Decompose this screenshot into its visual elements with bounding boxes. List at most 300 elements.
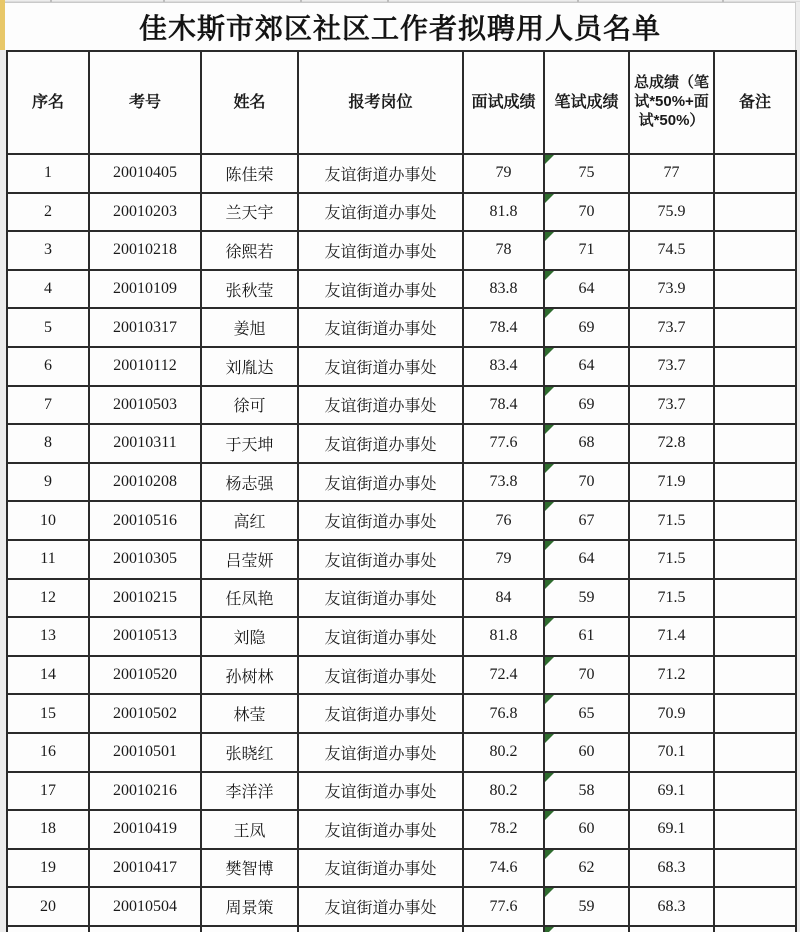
cell-value: 20010311 (113, 434, 177, 452)
cell-interview-score (463, 308, 544, 347)
cell-exam-no (89, 733, 201, 772)
cell-value: 20010109 (113, 280, 177, 298)
cell-exam-no (89, 308, 201, 347)
cell-value: 友谊街道办事处 (324, 900, 437, 918)
cell-total-score (629, 810, 714, 849)
cell-no (7, 810, 89, 849)
cell-remark (714, 887, 796, 926)
cell-value: 樊智博 (225, 861, 274, 879)
cell-value: 67 (578, 511, 595, 529)
cell-remark (714, 617, 796, 656)
cell-total-score (629, 656, 714, 695)
cell-value: 69.1 (657, 820, 686, 838)
cell-value: 76.8 (489, 704, 518, 722)
cell-interview-score (463, 463, 544, 502)
cell-value: 70.9 (657, 704, 686, 722)
cell-exam-no (89, 887, 201, 926)
cell-value: 张秋莹 (225, 282, 274, 300)
cell-total-score (629, 849, 714, 888)
cell-value: 84 (495, 588, 512, 606)
cell-exam-no (89, 772, 201, 811)
cell-written-score (544, 308, 629, 347)
cell-value: 77 (663, 164, 680, 182)
error-indicator-triangle-icon (545, 271, 554, 280)
cell-value: 71.2 (657, 666, 686, 684)
cell-interview-score (463, 656, 544, 695)
table-row (7, 887, 796, 926)
cell-written-score (544, 849, 629, 888)
error-indicator-triangle-icon (545, 194, 554, 203)
cell-interview-score (463, 347, 544, 386)
cell-name (201, 154, 298, 193)
cell-value: 友谊街道办事处 (324, 166, 437, 184)
partial-next-row (7, 926, 796, 932)
cell-value: 71.5 (657, 588, 686, 606)
cell-value: 78.4 (489, 395, 518, 413)
cell-value: 72.4 (489, 666, 518, 684)
table-row (7, 694, 796, 733)
cell-written-score (544, 810, 629, 849)
cell-value: 60 (578, 820, 595, 838)
cell-position (298, 656, 463, 695)
cell-position (298, 347, 463, 386)
cell-remark (714, 540, 796, 579)
cell-total-score (629, 772, 714, 811)
cell-name (201, 849, 298, 888)
cell-value: 12 (40, 588, 56, 606)
table-row (7, 733, 796, 772)
cell-position (298, 154, 463, 193)
cell-exam-no (89, 810, 201, 849)
cell-value: 20010417 (113, 858, 177, 876)
cell-interview-score (463, 849, 544, 888)
cell-value: 徐熙若 (225, 243, 274, 261)
error-indicator-triangle-icon (545, 850, 554, 859)
cell-value: 17 (40, 781, 56, 799)
table-row (7, 386, 796, 425)
cell-remark (714, 501, 796, 540)
cell-exam-no (89, 386, 201, 425)
cell-value: 友谊街道办事处 (324, 861, 437, 879)
cell-value: 18 (40, 820, 56, 838)
cell-position (298, 501, 463, 540)
cell-total-score (629, 231, 714, 270)
error-indicator-triangle-icon (545, 618, 554, 627)
cell-value: 69.1 (657, 781, 686, 799)
cell-value: 2 (44, 202, 52, 220)
cell-value: 11 (40, 550, 56, 568)
cell-interview-score (463, 810, 544, 849)
cell-remark (714, 386, 796, 425)
cell-no (7, 154, 89, 193)
cell-name (201, 231, 298, 270)
cell-exam-no (89, 347, 201, 386)
cell-value: 20010501 (113, 743, 177, 761)
cell-position (298, 193, 463, 232)
cell-value: 69 (578, 318, 595, 336)
cell-total-score (629, 501, 714, 540)
cell-value: 75.9 (657, 202, 686, 220)
cell-name (201, 617, 298, 656)
col-header-exam-no: 考号 (89, 51, 201, 154)
cell-value: 林莹 (233, 707, 266, 725)
cell-written-score (544, 270, 629, 309)
cell-value: 孙树林 (225, 668, 274, 686)
cell-value: 62 (578, 858, 595, 876)
cell-value: 20010216 (113, 781, 177, 799)
cell-interview-score (463, 579, 544, 618)
cell-exam-no (89, 193, 201, 232)
cell-exam-no (89, 617, 201, 656)
cell-value: 68.3 (657, 858, 686, 876)
cell-position (298, 231, 463, 270)
cell-value: 王凤 (233, 822, 266, 840)
error-indicator-triangle-icon (545, 309, 554, 318)
cell-value: 20010502 (113, 704, 177, 722)
cell-written-score (544, 656, 629, 695)
cell-value: 79 (495, 550, 512, 568)
cell-exam-no (89, 501, 201, 540)
table-title-cell (5, 2, 796, 50)
cell-remark (714, 772, 796, 811)
error-indicator-triangle-icon (545, 502, 554, 511)
cell-exam-no (89, 154, 201, 193)
cell-name (201, 887, 298, 926)
col-header-total: 总成绩（笔试*50%+面试*50%） (629, 51, 714, 154)
cell-interview-score (463, 193, 544, 232)
cell-remark (714, 347, 796, 386)
cell-no (7, 386, 89, 425)
cell-value: 74.6 (489, 858, 518, 876)
cell-exam-no (89, 694, 201, 733)
table-row (7, 540, 796, 579)
cell-value: 友谊街道办事处 (324, 205, 437, 223)
cell-value: 杨志强 (225, 475, 274, 493)
cell-value: 20010208 (113, 473, 177, 491)
cell-no (7, 193, 89, 232)
cell-no (7, 347, 89, 386)
cell-total-score (629, 347, 714, 386)
cell-interview-score (463, 540, 544, 579)
cell-value: 61 (578, 627, 595, 645)
cell-value: 刘隐 (233, 629, 266, 647)
cell-value: 71.9 (657, 473, 686, 491)
page-title: 佳木斯市郊区社区工作者拟聘用人员名单 (138, 12, 661, 44)
table-row (7, 617, 796, 656)
col-header-written: 笔试成绩 (544, 51, 629, 154)
cell-name (201, 656, 298, 695)
cell-name (201, 579, 298, 618)
roster-table (6, 50, 797, 932)
cell-value: 20010203 (113, 202, 177, 220)
table-row (7, 772, 796, 811)
cell-name (201, 772, 298, 811)
cell-interview-score (463, 772, 544, 811)
cell-value: 73.8 (489, 473, 518, 491)
cell-value: 20010419 (113, 820, 177, 838)
cell-value: 高红 (233, 514, 266, 532)
cell-written-score (544, 501, 629, 540)
cell-value: 15 (40, 704, 56, 722)
cell-position (298, 463, 463, 502)
cell-value: 59 (578, 588, 595, 606)
cell-interview-score (463, 386, 544, 425)
cell-interview-score (463, 154, 544, 193)
error-indicator-triangle-icon (545, 888, 554, 897)
cell-no (7, 424, 89, 463)
cell-value: 68 (578, 434, 595, 452)
cell-value: 77.6 (489, 897, 518, 915)
cell-interview-score (463, 617, 544, 656)
cell-value: 16 (40, 743, 56, 761)
cell-exam-no (89, 270, 201, 309)
cell-value: 6 (44, 357, 52, 375)
error-indicator-triangle-icon (545, 387, 554, 396)
cell-no (7, 501, 89, 540)
cell-value: 友谊街道办事处 (324, 552, 437, 570)
cell-remark (714, 656, 796, 695)
table-row (7, 579, 796, 618)
cell-name (201, 540, 298, 579)
cell-value: 4 (44, 280, 52, 298)
cell-position (298, 733, 463, 772)
cell-value: 友谊街道办事处 (324, 784, 437, 802)
cell-value: 80.2 (489, 781, 518, 799)
cell-value: 73.7 (657, 357, 686, 375)
cell-no (7, 656, 89, 695)
cell-value: 70 (578, 473, 595, 491)
cell-total-score (629, 694, 714, 733)
cell-value: 70.1 (657, 743, 686, 761)
cell-value: 64 (578, 550, 595, 568)
cell-remark (714, 463, 796, 502)
error-indicator-triangle-icon (545, 580, 554, 589)
col-header-no: 序名 (7, 51, 89, 154)
cell-total-score (629, 386, 714, 425)
table-row (7, 424, 796, 463)
cell-value: 20 (40, 897, 56, 915)
cell-value: 81.8 (489, 627, 518, 645)
cell-position (298, 772, 463, 811)
cell-value: 友谊街道办事处 (324, 475, 437, 493)
cell-exam-no (89, 424, 201, 463)
cell-total-score (629, 579, 714, 618)
cell-total-score (629, 887, 714, 926)
cell-name (201, 270, 298, 309)
cell-position (298, 424, 463, 463)
cell-written-score (544, 887, 629, 926)
error-indicator-triangle-icon (545, 773, 554, 782)
cell-value: 60 (578, 743, 595, 761)
cell-value: 20010503 (113, 395, 177, 413)
cell-written-score (544, 231, 629, 270)
cell-value: 79 (495, 164, 512, 182)
cell-value: 77.6 (489, 434, 518, 452)
error-indicator-triangle-icon (545, 695, 554, 704)
cell-value: 友谊街道办事处 (324, 321, 437, 339)
cell-value: 兰天宇 (225, 205, 274, 223)
cell-remark (714, 308, 796, 347)
cell-interview-score (463, 231, 544, 270)
cell-value: 72.8 (657, 434, 686, 452)
cell-value: 8 (44, 434, 52, 452)
cell-position (298, 887, 463, 926)
cell-exam-no (89, 540, 201, 579)
cell-value: 59 (578, 897, 595, 915)
cell-value: 81.8 (489, 202, 518, 220)
cell-value: 友谊街道办事处 (324, 436, 437, 454)
cell-value: 14 (40, 666, 56, 684)
table-row (7, 270, 796, 309)
cell-no (7, 849, 89, 888)
cell-remark (714, 694, 796, 733)
cell-written-score (544, 463, 629, 502)
cell-exam-no (89, 656, 201, 695)
error-indicator-triangle-icon (545, 425, 554, 434)
table-row (7, 656, 796, 695)
cell-value: 78.2 (489, 820, 518, 838)
cell-interview-score (463, 887, 544, 926)
cell-value: 13 (40, 627, 56, 645)
cell-written-score (544, 347, 629, 386)
cell-value: 71.5 (657, 511, 686, 529)
error-indicator-triangle-icon (545, 657, 554, 666)
cell-value: 80.2 (489, 743, 518, 761)
cell-value: 70 (578, 202, 595, 220)
table-row (7, 849, 796, 888)
cell-total-score (629, 463, 714, 502)
cell-value: 9 (44, 473, 52, 491)
cell-total-score (629, 154, 714, 193)
cell-value: 20010215 (113, 588, 177, 606)
cell-no (7, 270, 89, 309)
cell-name (201, 347, 298, 386)
cell-value: 20010405 (113, 164, 177, 182)
cell-value: 5 (44, 318, 52, 336)
cell-value: 78 (495, 241, 512, 259)
cell-name (201, 501, 298, 540)
cell-written-score (544, 694, 629, 733)
cell-position (298, 386, 463, 425)
cell-value: 19 (40, 858, 56, 876)
table-row (7, 231, 796, 270)
cell-remark (714, 424, 796, 463)
cell-value: 58 (578, 781, 595, 799)
cell-value: 友谊街道办事处 (324, 282, 437, 300)
cell-position (298, 849, 463, 888)
cell-value: 友谊街道办事处 (324, 668, 437, 686)
table-row (7, 308, 796, 347)
cell-value: 友谊街道办事处 (324, 822, 437, 840)
error-indicator-triangle-icon (545, 734, 554, 743)
cell-name (201, 308, 298, 347)
cell-value: 任凤艳 (225, 591, 274, 609)
cell-exam-no (89, 231, 201, 270)
cell-value: 20010513 (113, 627, 177, 645)
cell-value: 71.5 (657, 550, 686, 568)
cell-position (298, 810, 463, 849)
cell-no (7, 733, 89, 772)
table-row (7, 193, 796, 232)
cell-value: 陈佳荣 (225, 166, 274, 184)
cell-value: 友谊街道办事处 (324, 359, 437, 377)
cell-total-score (629, 308, 714, 347)
cell-total-score (629, 424, 714, 463)
cell-value: 71.4 (657, 627, 686, 645)
cell-no (7, 308, 89, 347)
col-header-remark: 备注 (714, 51, 796, 154)
cell-no (7, 772, 89, 811)
cell-value: 75 (578, 164, 595, 182)
cell-total-score (629, 270, 714, 309)
error-indicator-triangle-icon (545, 541, 554, 550)
cell-no (7, 231, 89, 270)
table-row (7, 347, 796, 386)
cell-value: 20010305 (113, 550, 177, 568)
cell-total-score (629, 540, 714, 579)
cell-written-score (544, 772, 629, 811)
cell-value: 7 (44, 395, 52, 413)
cell-value: 20010112 (113, 357, 177, 375)
col-header-position: 报考岗位 (298, 51, 463, 154)
cell-remark (714, 270, 796, 309)
cell-interview-score (463, 424, 544, 463)
cell-position (298, 617, 463, 656)
cell-value: 76 (495, 511, 512, 529)
cell-name (201, 694, 298, 733)
cell-written-score (544, 733, 629, 772)
cell-value: 友谊街道办事处 (324, 514, 437, 532)
table-row (7, 463, 796, 502)
cell-total-score (629, 617, 714, 656)
cell-value: 20010516 (113, 511, 177, 529)
cell-value: 1 (44, 164, 52, 182)
cell-no (7, 617, 89, 656)
cell-name (201, 733, 298, 772)
cell-value: 吕莹妍 (225, 552, 274, 570)
cell-interview-score (463, 270, 544, 309)
cell-name (201, 193, 298, 232)
cell-value: 友谊街道办事处 (324, 398, 437, 416)
cell-value: 李洋洋 (225, 784, 274, 802)
cell-value: 65 (578, 704, 595, 722)
error-indicator-triangle-icon (545, 155, 554, 164)
cell-no (7, 579, 89, 618)
error-indicator-triangle-icon (545, 348, 554, 357)
cell-interview-score (463, 733, 544, 772)
cell-no (7, 694, 89, 733)
cell-value: 74.5 (657, 241, 686, 259)
cell-value: 69 (578, 395, 595, 413)
col-header-interview: 面试成绩 (463, 51, 544, 154)
cell-remark (714, 193, 796, 232)
cell-value: 20010504 (113, 897, 177, 915)
cell-written-score (544, 193, 629, 232)
cell-remark (714, 154, 796, 193)
cell-value: 友谊街道办事处 (324, 243, 437, 261)
cell-value: 友谊街道办事处 (324, 591, 437, 609)
cell-value: 友谊街道办事处 (324, 707, 437, 725)
title-left-highlight-strip (0, 0, 5, 50)
cell-value: 刘胤达 (225, 359, 274, 377)
table-header-row (7, 51, 796, 154)
cell-value: 73.9 (657, 280, 686, 298)
cell-no (7, 463, 89, 502)
cell-value: 20010218 (113, 241, 177, 259)
cell-value: 张晓红 (225, 745, 274, 763)
cell-value: 徐可 (233, 398, 266, 416)
cell-value: 73.7 (657, 395, 686, 413)
